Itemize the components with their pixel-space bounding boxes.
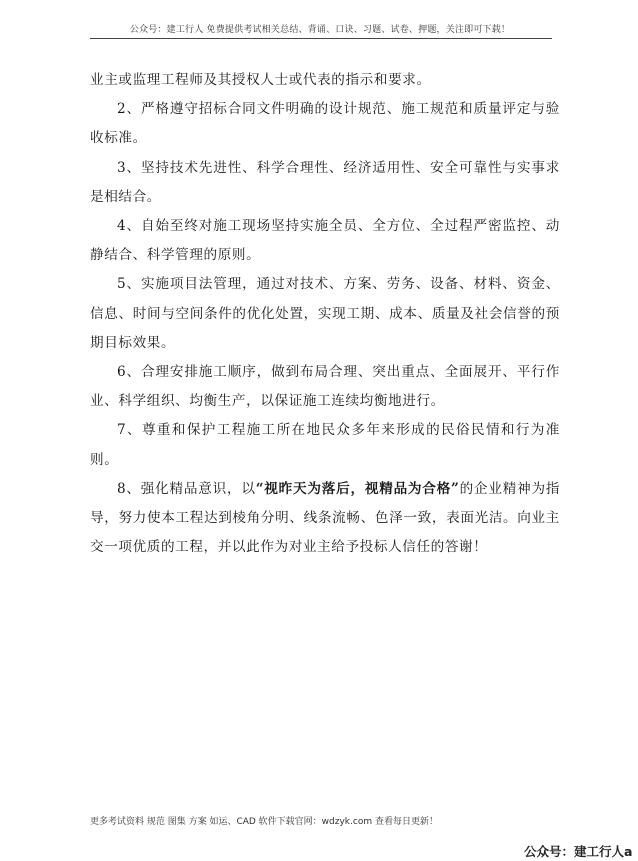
paragraph-item-6: 6、合理安排施工顺序，做到布局合理、突出重点、全面展开、平行作业、科学组织、均衡生产，以保证施工连续均衡地进行。 — [90, 364, 560, 410]
paragraph-item-4: 4、自始至终对施工现场坚持实施全员、全方位、全过程严密监控、动静结合、科学管理的原则。 — [90, 218, 560, 264]
document-body — [90, 66, 560, 562]
paragraph-item-8-rest: 的企业精神为指导，努力使本工程达到棱角分明、线条流畅、色泽一致，表面光洁。向业主交一项优质的工程，并以此作为对业主给予投标人信任的答谢！ — [90, 480, 561, 556]
paragraph-item-7: 7、尊重和保护工程施工所在地民众多年来形成的民俗民情和行为准则。 — [90, 422, 560, 468]
page-footer-text: 更多考试资料 规范 图集 方案 如运、CAD 软件下载官网：wdzyk.com 查看每日更新！ — [90, 817, 438, 827]
paragraph-item-8-lead: 8、强化精品意识，以 — [117, 480, 256, 497]
paragraph-item-3: 3、坚持技术先进性、科学合理性、经济适用性、安全可靠性与实事求是相结合。 — [90, 159, 560, 205]
paragraph-item-2: 2、严格遵守招标合同文件明确的设计规范、施工规范和质量评定与验收标准。 — [90, 101, 560, 147]
paragraph-item-8-slogan: “视昨天为落后，视精品为合格” — [255, 480, 460, 497]
paragraph-item-8 — [90, 475, 560, 563]
paragraph-item-5: 5、实施项目法管理，通过对技术、方案、劳务、设备、材料、资金、信息、时间与空间条件的优化处置，实现工期、成本、质量及社会信誉的预期目标效果。 — [90, 276, 560, 351]
corner-watermark-label: 公众号：建工行人a — [524, 844, 633, 859]
page-header-text: 公众号：建工行人 免费提供考试相关总结、背诵、口诀、习题、试卷、押题，关注即可下载！ — [129, 25, 511, 35]
header-divider — [90, 38, 552, 39]
paragraph-continuation: 业主或监理工程师及其授权人士或代表的指示和要求。 — [90, 72, 431, 88]
